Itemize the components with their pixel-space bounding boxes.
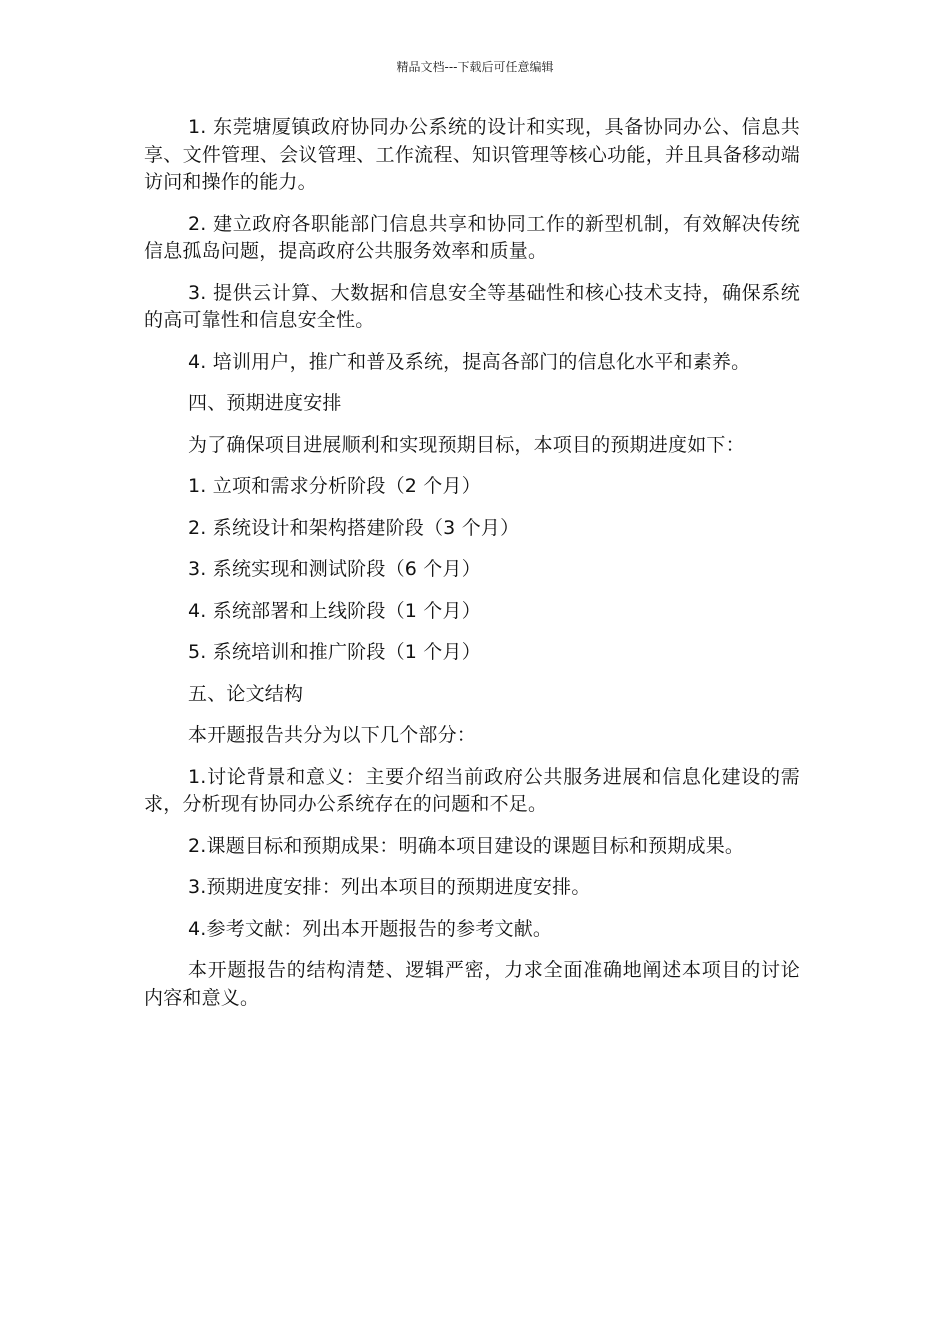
goal-item-3: 3. 提供云计算、大数据和信息安全等基础性和核心技术支持，确保系统的高可靠性和信息安全性。: [144, 281, 800, 331]
structure-intro: 本开题报告共分为以下几个部分：: [188, 724, 477, 746]
structure-item-4: 4.参考文献：列出本开题报告的参考文献。: [188, 917, 553, 940]
goal-item-4: 4. 培训用户，推广和普及系统，提高各部门的信息化水平和素养。: [188, 350, 751, 373]
document-body: [144, 114, 800, 1026]
structure-item-2: 2.课题目标和预期成果：明确本项目建设的课题目标和预期成果。: [188, 834, 745, 857]
schedule-item-2: 2. 系统设计和架构搭建阶段（3 个月）: [188, 516, 520, 539]
structure-item-3: 3.预期进度安排：列出本项目的预期进度安排。: [188, 876, 591, 898]
schedule-intro: 为了确保项目进展顺利和实现预期目标，本项目的预期进度如下：: [188, 433, 745, 456]
schedule-item-1: 1. 立项和需求分析阶段（2 个月）: [188, 475, 481, 497]
schedule-item-4: 4. 系统部署和上线阶段（1 个月）: [188, 599, 481, 622]
section-heading-structure: 五、论文结构: [188, 682, 304, 705]
goal-item-2: 2. 建立政府各职能部门信息共享和协同工作的新型机制，有效解决传统信息孤岛问题，提高政府公共服务效率和质量。: [144, 212, 800, 262]
schedule-item-5: 5. 系统培训和推广阶段（1 个月）: [188, 641, 481, 663]
goal-item-1: 1. 东莞塘厦镇政府协同办公系统的设计和实现，具备协同办公、信息共享、文件管理、会议管理、工作流程、知识管理等核心功能，并且具备移动端访问和操作的能力。: [144, 116, 800, 193]
schedule-item-3: 3. 系统实现和测试阶段（6 个月）: [188, 558, 481, 580]
structure-summary: 本开题报告的结构清楚、逻辑严密，力求全面准确地阐述本项目的讨论内容和意义。: [144, 959, 800, 1009]
page-header: 精品文档---下载后可任意编辑: [396, 60, 554, 74]
section-heading-schedule: 四、预期进度安排: [188, 392, 342, 414]
structure-item-1: 1.讨论背景和意义：主要介绍当前政府公共服务进展和信息化建设的需求，分析现有协同办公系统存在的问题和不足。: [144, 765, 800, 815]
